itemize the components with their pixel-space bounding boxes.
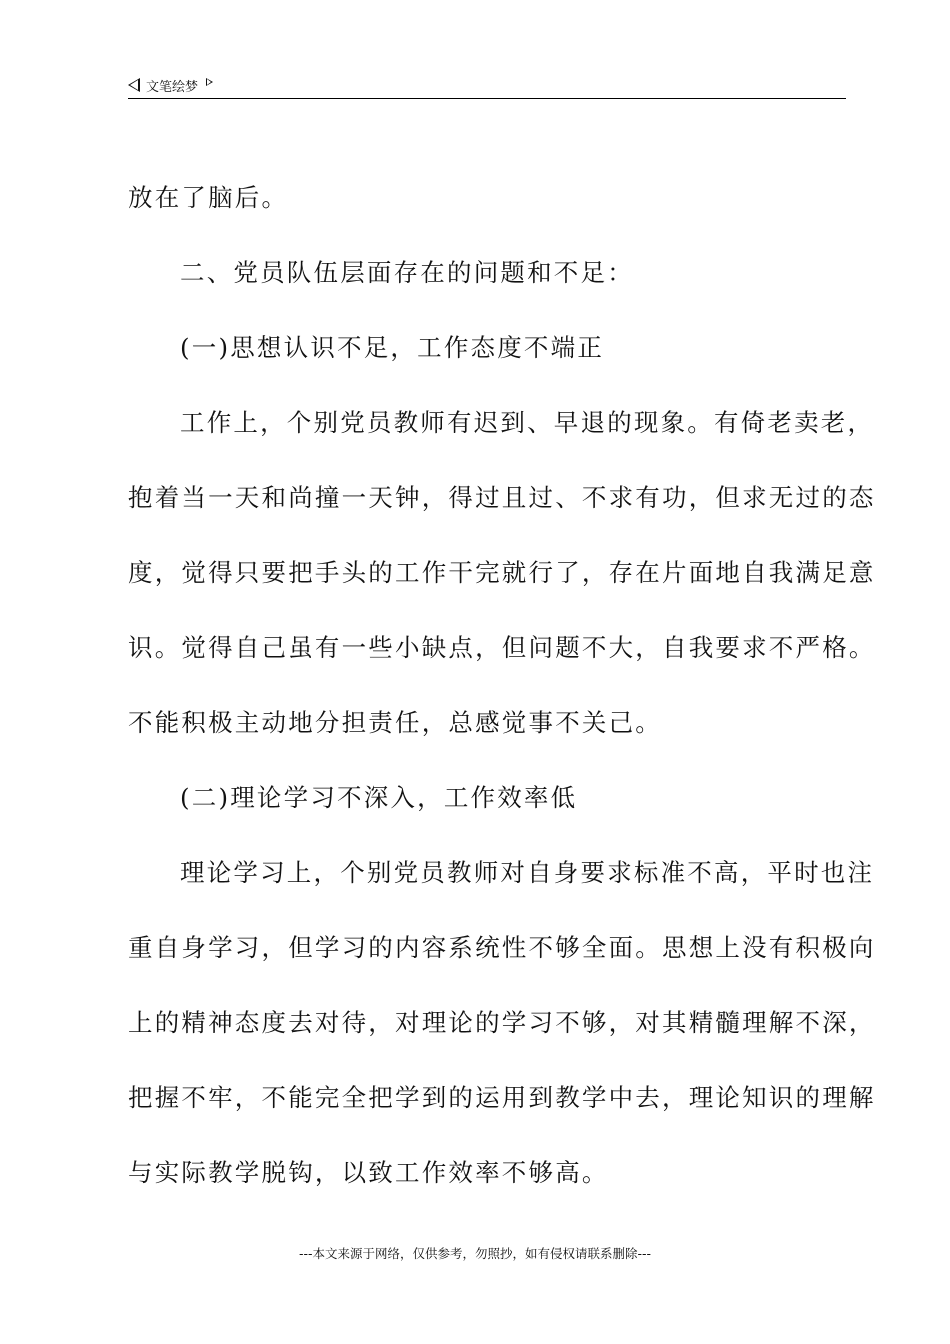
paragraph-line: 与实际教学脱钩，以致工作效率不够高。: [128, 1158, 609, 1187]
header-brand: [128, 74, 213, 96]
paragraph-line: 不能积极主动地分担责任，总感觉事不关己。: [128, 708, 662, 737]
paragraph-line: 重自身学习，但学习的内容系统性不够全面。思想上没有积极向: [128, 933, 876, 962]
paragraph-line: 放在了脑后。: [128, 183, 289, 212]
subsection-heading: (二)理论学习不深入，工作效率低: [180, 783, 578, 812]
subsection-heading: (一)思想认识不足，工作态度不端正: [180, 333, 605, 362]
paragraph-line: 度，觉得只要把手头的工作干完就行了，存在片面地自我满足意: [128, 558, 876, 587]
triangle-left-icon: [128, 78, 140, 92]
paragraph-line: 抱着当一天和尚撞一天钟，得过且过、不求有功，但求无过的态: [128, 483, 876, 512]
section-heading: 二、党员队伍层面存在的问题和不足：: [180, 258, 634, 287]
paragraph-line: 识。觉得自己虽有一些小缺点，但问题不大，自我要求不严格。: [128, 633, 876, 662]
page-header: [128, 74, 846, 99]
paragraph-line: 工作上，个别党员教师有迟到、早退的现象。有倚老卖老，: [180, 408, 875, 437]
paragraph-line: 上的精神态度去对待，对理论的学习不够，对其精髓理解不深，: [128, 1008, 876, 1037]
paragraph-line: 把握不牢，不能完全把学到的运用到教学中去，理论知识的理解: [128, 1083, 876, 1112]
paragraph-line: 理论学习上，个别党员教师对自身要求标准不高，平时也注: [180, 858, 875, 887]
page-footer: ---本文来源于网络，仅供参考，勿照抄，如有侵权请联系删除---: [298, 1246, 652, 1261]
header-brand-text: 文笔绘梦: [146, 79, 199, 95]
triangle-right-icon: [206, 78, 213, 86]
document-body: [128, 168, 876, 1218]
